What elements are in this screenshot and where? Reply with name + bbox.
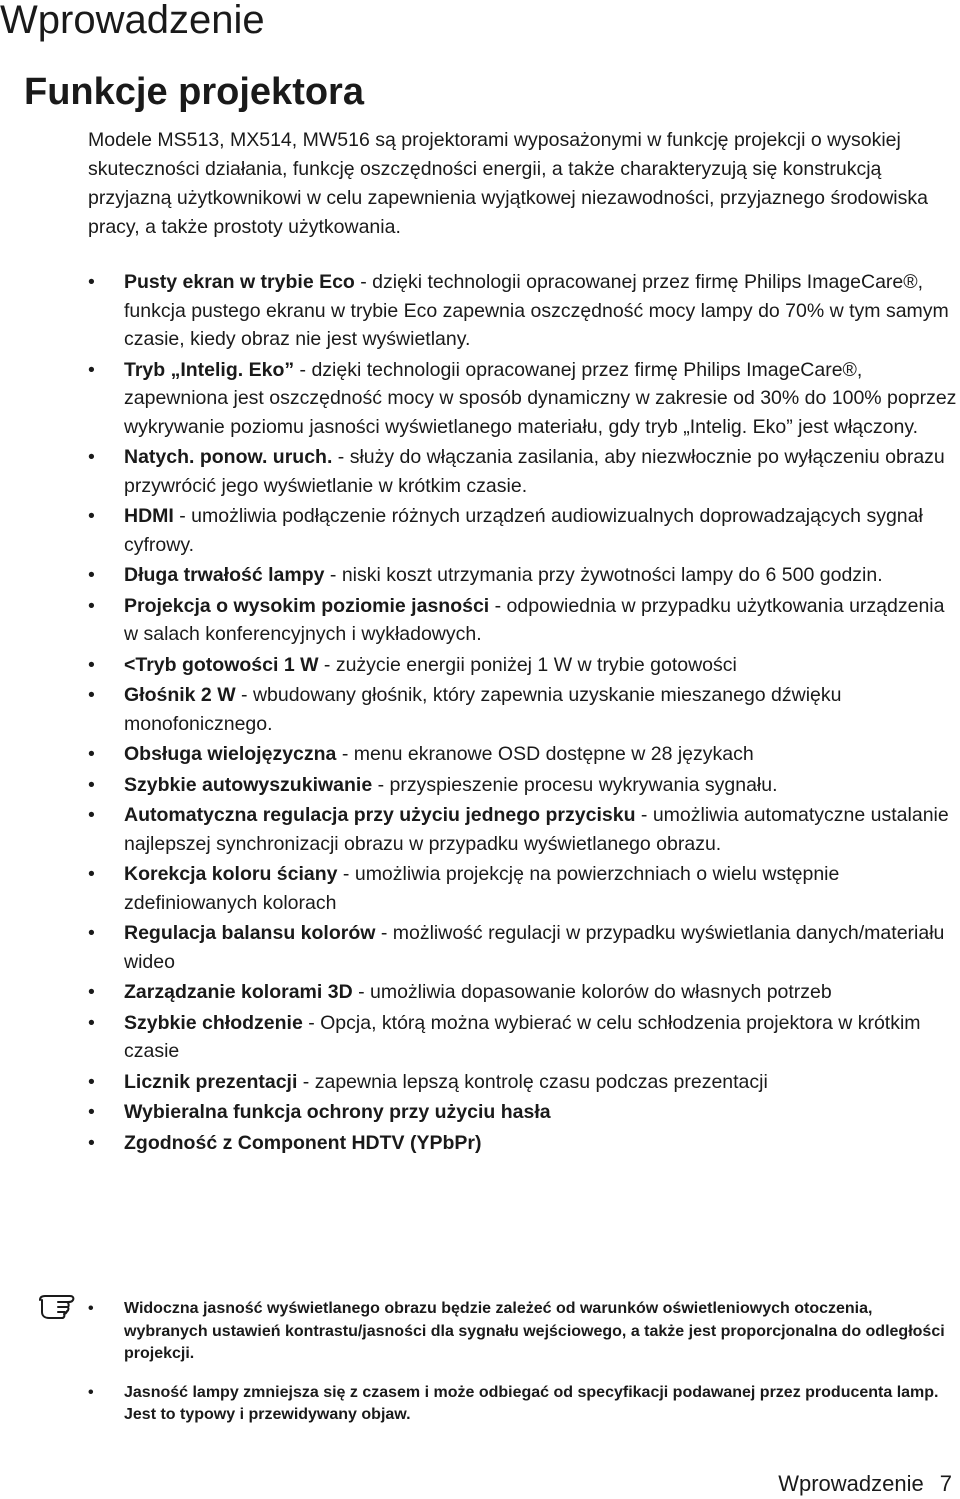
feature-item (88, 592, 960, 649)
feature-description: - umożliwia dopasowanie kolorów do własnych potrzeb (352, 981, 832, 1003)
bullet: • (88, 1101, 95, 1123)
feature-item (88, 356, 960, 442)
feature-item (88, 681, 960, 738)
bullet: • (88, 684, 95, 706)
feature-description: - menu ekranowe OSD dostępne w 28 językach (336, 743, 754, 765)
feature-name: Korekcja koloru ściany (124, 863, 338, 885)
note-item (88, 1298, 960, 1366)
note-item (88, 1382, 960, 1427)
bullet: • (88, 358, 95, 381)
feature-name: Wybieralna funkcja ochrony przy użyciu hasła (124, 1101, 551, 1123)
feature-item (88, 268, 960, 354)
page-title: Funkcje projektora (24, 71, 364, 113)
feature-description: - umożliwia automatyczne ustalanie najlepszej synchronizacji obrazu w przypadku wyświetlanego obrazu. (124, 804, 949, 855)
feature-item (88, 860, 960, 917)
pointing-hand-icon (36, 1290, 84, 1322)
feature-name: Obsługa wielojęzyczna (124, 743, 337, 765)
bullet: • (88, 594, 95, 617)
feature-item (88, 1068, 960, 1097)
bullet: • (88, 743, 95, 765)
feature-description: - służy do włączania zasilania, aby niezwłocznie po wyłączeniu obrazu przywrócić jego wyświetlanie w krótkim czasie. (124, 446, 945, 497)
feature-description: - niski koszt utrzymania przy żywotności lampy do 6 500 godzin. (324, 564, 883, 586)
footer-section: Wprowadzenie (778, 1471, 924, 1496)
feature-item (88, 978, 960, 1007)
feature-description: - zużycie energii poniżej 1 W w trybie gotowości (318, 653, 737, 676)
feature-item (88, 1129, 960, 1158)
feature-item (88, 561, 960, 590)
feature-description: - zapewnia lepszą kontrolę czasu podczas prezentacji (297, 1070, 768, 1093)
page-footer (778, 1470, 952, 1498)
section-heading: Wprowadzenie (0, 0, 265, 42)
feature-item (88, 771, 960, 800)
feature-description: - Opcja, którą można wybierać w celu schłodzenia projektora w krótkim czasie (124, 1011, 921, 1062)
feature-description: - wbudowany głośnik, który zapewnia uzyskanie mieszanego dźwięku monofonicznego. (124, 684, 842, 735)
bullet: • (88, 1011, 95, 1034)
feature-item (88, 443, 960, 500)
feature-item (88, 502, 960, 559)
feature-name: HDMI (124, 505, 174, 527)
page-number: 7 (939, 1471, 952, 1496)
bullet: • (88, 653, 95, 676)
feature-item (88, 740, 960, 769)
bullet: • (88, 505, 95, 527)
feature-name: Pusty ekran w trybie Eco (124, 271, 355, 293)
feature-name: Długa trwałość lampy (124, 564, 325, 586)
bullet: • (88, 1070, 95, 1093)
feature-description: - umożliwia projekcję na powierzchniach o wielu wstępnie zdefiniowanych kolorach (124, 863, 840, 914)
bullet: • (88, 446, 95, 468)
feature-description: - możliwość regulacji w przypadku wyświetlania danych/materiału wideo (124, 922, 945, 973)
feature-description: - dzięki technologii opracowanej przez firmę Philips ImageCare®, zapewniona jest oszczędność mocy w sposób dynamiczny w zakresie od 30% do 100% poprzez wykrywanie poziomu jasności wyświetlanego materiału, gdy tryb „Intelig. Eko” jest włączony. (124, 358, 957, 438)
feature-name: Zarządzanie kolorami 3D (124, 981, 353, 1003)
feature-name: Głośnik 2 W (124, 684, 236, 706)
feature-item (88, 1098, 960, 1127)
feature-description: - przyspieszenie procesu wykrywania sygnału. (372, 773, 778, 796)
note-text: Jasność lampy zmniejsza się z czasem i może odbiegać od specyfikacji podawanej przez producenta lamp. Jest to typowy i przewidywany objaw. (124, 1383, 939, 1423)
feature-name: Automatyczna regulacja przy użyciu jednego przycisku (124, 804, 636, 826)
feature-name: Projekcja o wysokim poziomie jasności (124, 594, 490, 617)
feature-item (88, 1009, 960, 1066)
feature-name: Zgodność z Component HDTV (YPbPr) (124, 1131, 482, 1154)
note-text: Widoczna jasność wyświetlanego obrazu będzie zależeć od warunków oświetleniowych otoczenia, wybranych ustawień kontrastu/jasności dla sygnału wejściowego, a także jest proporcjonalna do odległości projekcji. (124, 1300, 945, 1362)
bullet: • (88, 1131, 95, 1154)
feature-item (88, 919, 960, 976)
bullet: • (88, 863, 95, 885)
bullet: • (88, 1300, 94, 1317)
feature-name: Tryb „Intelig. Eko” (124, 358, 295, 381)
feature-item (88, 651, 960, 680)
bullet: • (88, 922, 95, 944)
feature-name: Szybkie chłodzenie (124, 1011, 303, 1034)
feature-name: Szybkie autowyszukiwanie (124, 773, 373, 796)
note-list (88, 1298, 960, 1443)
bullet: • (88, 773, 95, 796)
feature-name: Regulacja balansu kolorów (124, 922, 376, 944)
bullet: • (88, 804, 95, 826)
feature-item (88, 801, 960, 858)
feature-list (88, 268, 960, 1159)
bullet: • (88, 1383, 94, 1401)
feature-description: - odpowiednia w przypadku użytkowania urządzenia w salach konferencyjnych i wykładowych. (124, 594, 945, 645)
feature-description: - umożliwia podłączenie różnych urządzeń audiowizualnych doprowadzających sygnał cyfrowy. (124, 505, 923, 556)
feature-name: <Tryb gotowości 1 W (124, 653, 319, 676)
bullet: • (88, 271, 95, 293)
intro-paragraph: Modele MS513, MX514, MW516 są projektorami wyposażonymi w funkcję projekcji o wysokiej skuteczności działania, funkcję oszczędności energii, a także charakteryzują się konstrukcją przyjazną użytkownikowi w celu zapewnienia wyjątkowej niezawodności, przyjaznego środowiska pracy, a także prostoty użytkowania. (88, 129, 928, 238)
bullet: • (88, 981, 95, 1003)
bullet: • (88, 564, 95, 586)
feature-description: - dzięki technologii opracowanej przez firmę Philips ImageCare®, funkcja pustego ekranu w trybie Eco zapewnia oszczędność mocy lampy do 70% w tym samym czasie, kiedy obraz nie jest wyświetlany. (124, 271, 949, 350)
feature-name: Licznik prezentacji (124, 1070, 298, 1093)
feature-name: Natych. ponow. uruch. (124, 446, 333, 468)
